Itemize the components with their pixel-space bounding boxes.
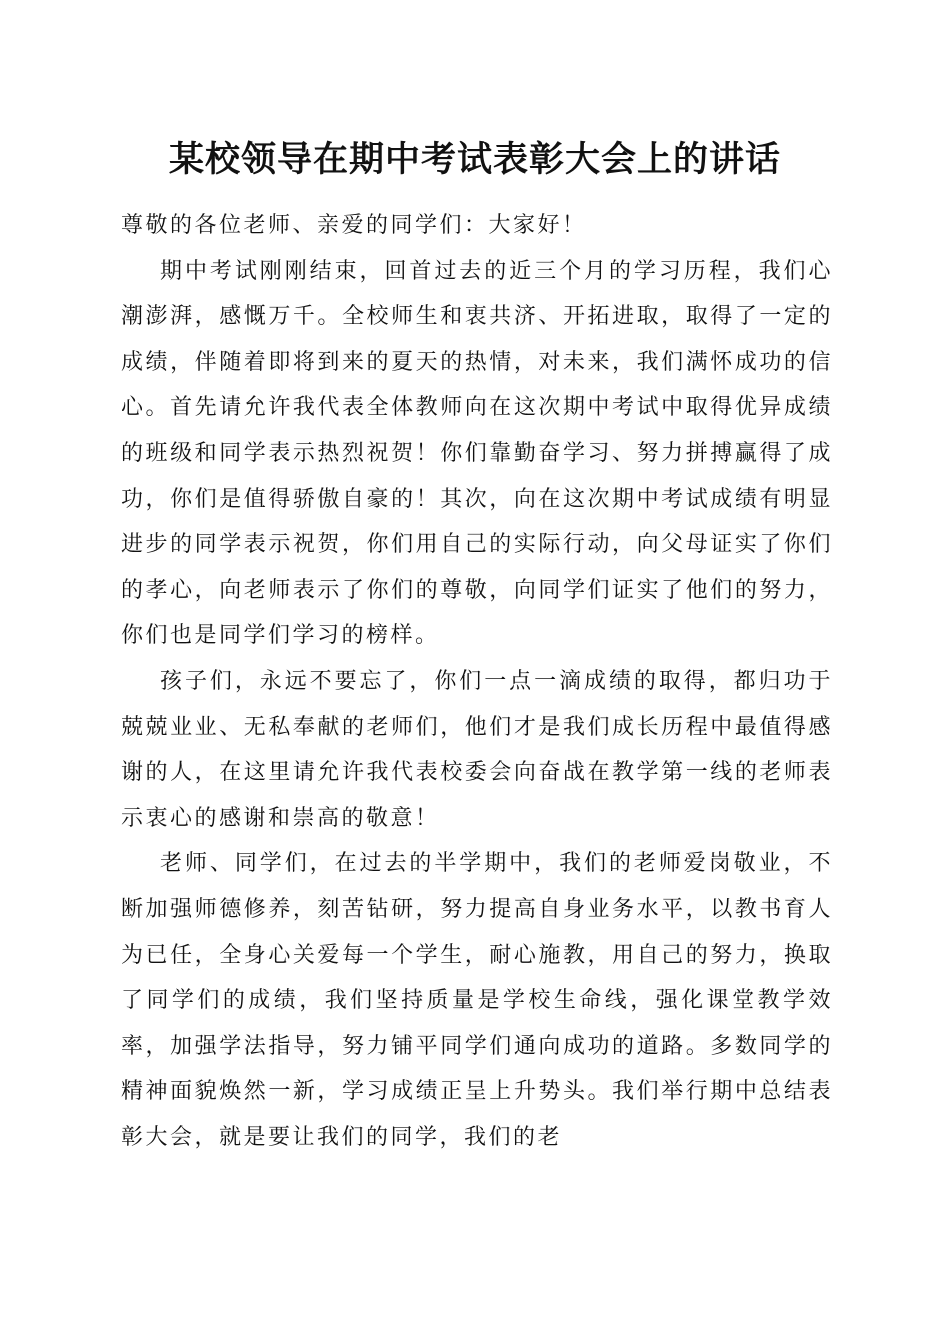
paragraph-2: 孩子们，永远不要忘了，你们一点一滴成绩的取得，都归功于兢兢业业、无私奉献的老师们，他们才是我们成长历程中最值得感谢的人，在这里请允许我代表校委会向奋战在教学第一线的老师表示衷心的感谢和崇高的敬意！ [121, 668, 833, 831]
paragraph-3: 老师、同学们，在过去的半学期中，我们的老师爱岗敬业，不断加强师德修养，刻苦钻研，努力提高自身业务水平，以教书育人为已任，全身心关爱每一个学生，耐心施教，用自己的努力，换取了同学们的成绩，我们坚持质量是学校生命线，强化课堂教学效率，加强学法指导，努力铺平同学们通向成功的道路。多数同学的精神面貌焕然一新，学习成绩正呈上升势头。我们举行期中总结表彰大会，就是要让我们的同学，我们的老 [121, 851, 833, 1150]
salutation: 尊敬的各位老师、亲爱的同学们：大家好！ [121, 213, 587, 238]
page-title: 某校领导在期中考试表彰大会上的讲话 [168, 139, 781, 180]
document-body [121, 203, 833, 1160]
paragraph-1: 期中考试刚刚结束，回首过去的近三个月的学习历程，我们心潮澎湃，感慨万千。全校师生和衷共济、开拓进取，取得了一定的成绩，伴随着即将到来的夏天的热情，对未来，我们满怀成功的信心。首先请允许我代表全体教师向在这次期中考试中取得优异成绩的班级和同学表示热烈祝贺！你们靠勤奋学习、努力拼搏赢得了成功，你们是值得骄傲自豪的！其次，向在这次期中考试成绩有明显进步的同学表示祝贺，你们用自己的实际行动，向父母证实了你们的孝心，向老师表示了你们的尊敬，向同学们证实了他们的努力，你们也是同学们学习的榜样。 [121, 258, 833, 649]
